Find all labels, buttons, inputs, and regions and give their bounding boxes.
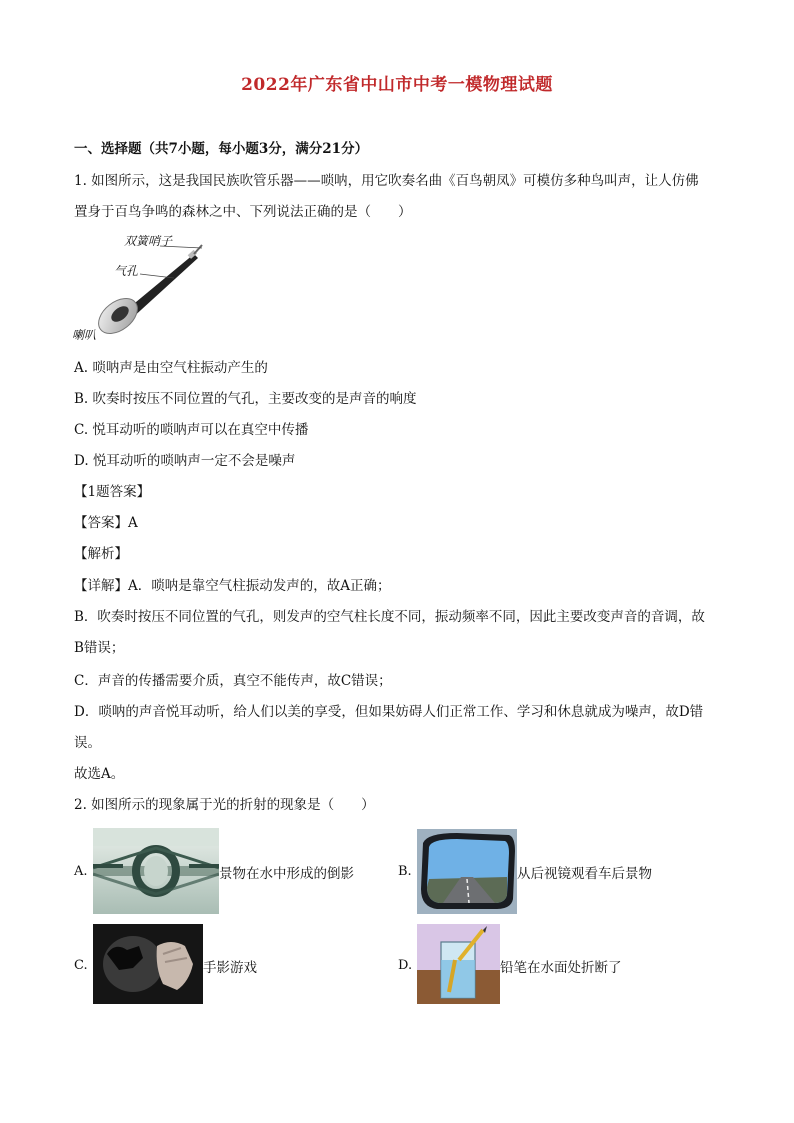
label-air-hole: 气孔 [114,264,139,278]
q2-option-a-letter: A. [74,864,88,879]
detail-line: 误。 [74,735,101,751]
section-heading: 一、选择题（共7小题，每小题3分，满分21分） [74,141,369,157]
suona-figure [70,232,210,344]
label-reed: 双簧哨子 [124,234,173,248]
q2-option-c-text: 手影游戏 [203,960,257,976]
detail-line: C．声音的传播需要介质，真空不能传声，故C错误； [74,673,392,689]
analysis-header: 【解析】 [74,546,128,562]
detail-line: B错误； [74,640,125,656]
q2-option-a-text: 景物在水中形成的倒影 [219,866,354,882]
bridge-reflection-image [93,828,219,914]
q2-option-b-letter: B. [398,864,412,879]
q2-stem: 2. 如图所示的现象属于光的折射的现象是（ ） [74,797,375,813]
rearview-mirror-image [417,829,517,914]
page-title: 2022年广东省中山市中考一模物理试题 [241,75,553,95]
label-horn: 喇叭 [72,328,97,342]
detail-line: 【详解】A．唢呐是靠空气柱振动发声的，故A正确； [74,578,391,594]
hand-shadow-image [93,924,203,1004]
detail-line: D．唢呐的声音悦耳动听，给人们以美的享受，但如果妨碍人们正常工作、学习和休息就成为噪声，故D错 [74,704,704,720]
detail-line: 故选A。 [74,766,125,782]
q1-option-c: C. 悦耳动听的唢呐声可以在真空中传播 [74,422,309,438]
detail-line: B．吹奏时按压不同位置的气孔，则发声的空气柱长度不同，振动频率不同，因此主要改变声音的音调，故 [74,609,705,625]
q1-stem-line2: 置身于百鸟争鸣的森林之中、下列说法正确的是（ ） [74,204,412,220]
answer-header: 【1题答案】 [74,484,151,500]
q1-stem-line1: 1. 如图所示，这是我国民族吹管乐器——唢呐，用它吹奏名曲《百鸟朝凤》可模仿多种鸟叫声，让人仿佛 [74,173,699,189]
q2-option-d-text: 铅笔在水面处折断了 [500,960,622,976]
q2-option-d-letter: D. [398,958,413,973]
q1-option-b: B. 吹奏时按压不同位置的气孔，主要改变的是声音的响度 [74,391,417,407]
q2-option-b-text: 从后视镜观看车后景物 [517,866,652,882]
q1-option-d: D. 悦耳动听的唢呐声一定不会是噪声 [74,453,296,469]
answer: 【答案】A [74,515,138,531]
q1-option-a: A. 唢呐声是由空气柱振动产生的 [74,360,268,376]
q2-option-c-letter: C. [74,958,88,973]
pencil-in-water-image [417,924,500,1004]
